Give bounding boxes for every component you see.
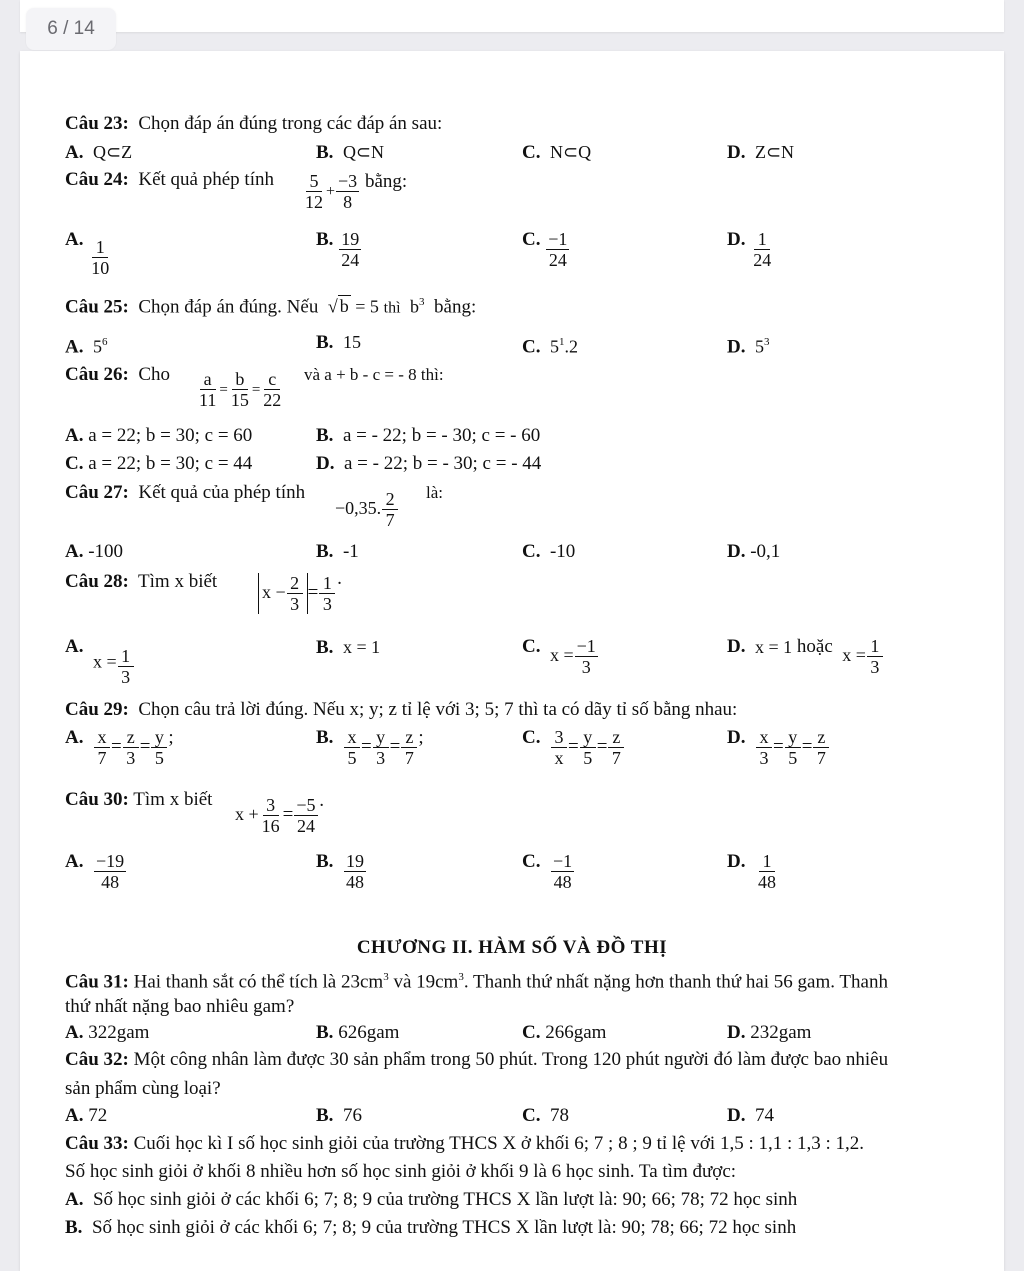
question-text: Kết quả của phép tính	[138, 482, 306, 503]
math-text: 24	[548, 250, 567, 270]
math-text: = 5	[355, 296, 379, 317]
math-text: 3	[322, 594, 332, 614]
math-text: 3	[759, 748, 769, 768]
math-text: Hai thanh sắt có thể tích là 23cm	[133, 971, 384, 993]
question-text: Chọn đáp án đúng. Nếu	[138, 296, 319, 318]
option-key: A.	[65, 1105, 84, 1126]
math-text: hoặc	[796, 636, 833, 657]
option-key: B.	[316, 1105, 334, 1126]
option-key: C.	[522, 229, 541, 250]
math-text: 232gam	[750, 1022, 812, 1043]
option-key: B.	[65, 1217, 83, 1238]
math-text: x +	[235, 803, 259, 824]
option-b[interactable]	[316, 141, 384, 164]
option-key: D.	[727, 1105, 746, 1126]
math-text: y	[373, 727, 389, 748]
question-25	[65, 291, 476, 319]
option-key: B.	[316, 229, 334, 250]
math-text: 12	[305, 192, 323, 212]
math-text: 1	[867, 636, 883, 657]
option-key: D.	[727, 851, 746, 872]
math-text: 15	[230, 390, 249, 410]
math-text: 48	[101, 872, 120, 892]
question-text: Chọn đáp án đúng trong các đáp án sau:	[138, 113, 443, 134]
math-text: −1	[548, 229, 568, 249]
math-text: z	[123, 727, 139, 748]
option-a[interactable]	[65, 636, 135, 687]
option-value: Q⊂N	[342, 142, 385, 162]
fraction	[813, 727, 829, 768]
math-text: 3	[121, 667, 131, 687]
option-value: Z⊂N	[754, 142, 795, 162]
option-key: A.	[65, 541, 84, 562]
question-label: Câu 33:	[65, 1133, 129, 1154]
fraction	[756, 727, 772, 768]
option-d[interactable]	[727, 851, 779, 892]
question-suffix: bằng:	[364, 171, 408, 192]
question-text: Tìm x biết	[133, 789, 213, 810]
question-label: Câu 25:	[65, 296, 129, 318]
option-a[interactable]	[65, 331, 107, 358]
option-d[interactable]	[727, 229, 774, 270]
option-c[interactable]	[522, 1022, 606, 1044]
option-a[interactable]	[65, 229, 112, 278]
option-c[interactable]	[522, 1105, 569, 1127]
math-text: 24	[296, 816, 315, 836]
option-key: C.	[522, 1105, 541, 1126]
fraction	[294, 795, 317, 836]
option-key: B.	[316, 332, 334, 353]
math-text: −19	[95, 851, 125, 871]
question-33-line2: Số học sinh giỏi ở khối 8 nhiều hơn số học sinh giỏi ở khối 9 là 6 học sinh. Ta tìm được:	[65, 1161, 737, 1182]
fraction	[197, 369, 218, 410]
math-text: x = 1	[754, 637, 793, 657]
question-suffix: là:	[426, 483, 443, 502]
math-text: 1	[118, 646, 134, 667]
option-c[interactable]: C. $\frac{3}{x}$ = $\frac{y}{5}$ = $\frac{z}{7}$	[522, 727, 625, 768]
math-text: Một công nhân làm được 30 sản phẩm trong 50 phút. Trong 120 phút người đó làm được bao nhiêu	[133, 1049, 889, 1070]
option-key: B.	[316, 1022, 334, 1043]
question-label: Câu 24:	[65, 169, 129, 190]
math-text: 6	[101, 336, 108, 348]
option-key: B.	[316, 425, 334, 446]
question-32-line2: sản phẩm cùng loại?	[65, 1078, 221, 1099]
option-d[interactable]	[727, 636, 884, 677]
math-text: 48	[757, 872, 776, 892]
math-text: 5	[92, 336, 102, 357]
math-text: x	[94, 727, 110, 748]
math-text: −5	[296, 795, 316, 815]
option-key: B.	[316, 541, 334, 562]
option-b[interactable]	[316, 1022, 399, 1044]
page-indicator: 6 / 14	[26, 8, 116, 50]
math-text: 7	[404, 748, 414, 768]
math-text: 5	[154, 748, 164, 768]
question-label: Câu 31:	[65, 971, 129, 993]
question-label: Câu 28:	[65, 571, 129, 592]
math-text: −1	[552, 851, 573, 871]
math-text: 10	[91, 258, 110, 278]
math-text: =	[307, 581, 319, 603]
q30-expression	[235, 795, 325, 836]
option-b[interactable]	[316, 636, 380, 659]
option-key: D.	[727, 142, 746, 163]
math-text: 7	[816, 748, 826, 768]
option-key: C.	[522, 336, 541, 358]
option-key: A.	[65, 336, 84, 358]
math-text: 74	[754, 1105, 774, 1126]
math-text: a	[200, 369, 216, 390]
math-text: 11	[199, 390, 217, 410]
option-c[interactable]	[522, 636, 599, 677]
math-text: 72	[88, 1105, 108, 1126]
option-a[interactable]	[65, 1105, 107, 1127]
math-text: x	[344, 727, 360, 748]
question-label: Câu 29:	[65, 699, 129, 720]
option-key: D.	[316, 453, 335, 474]
option-d[interactable]: D. $\frac{x}{3}$ = $\frac{y}{5}$ = $\frac{z}{7}$	[727, 727, 830, 768]
previous-page-edge	[20, 0, 1004, 32]
fraction	[580, 727, 596, 768]
fraction	[546, 229, 569, 270]
option-b[interactable]	[316, 229, 362, 270]
option-a[interactable]	[65, 1022, 149, 1044]
question-23	[65, 113, 442, 135]
math-text: 5	[754, 336, 764, 357]
math-text: 3	[383, 971, 389, 983]
fraction	[123, 727, 139, 768]
math-text: 3	[551, 727, 567, 748]
option-c[interactable]	[65, 453, 252, 475]
option-key: B.	[316, 142, 334, 163]
q28-expression	[258, 573, 343, 614]
math-text: ;	[168, 727, 174, 748]
option-key: C.	[65, 453, 84, 474]
question-label: Câu 32:	[65, 1049, 129, 1070]
option-c[interactable]	[522, 141, 591, 164]
question-33	[65, 1133, 864, 1155]
fraction	[319, 573, 335, 614]
math-text: 15	[342, 332, 361, 352]
question-31-line2: thứ nhất nặng bao nhiêu gam?	[65, 996, 295, 1017]
math-text: 2	[287, 573, 303, 594]
option-b[interactable]: B. $\frac{x}{5}$ = $\frac{y}{3}$ = $\frac{z}{7}$ ;	[316, 727, 424, 768]
math-text: 3	[290, 594, 300, 614]
option-key: D.	[727, 727, 746, 748]
math-text: 266gam	[545, 1022, 607, 1043]
option-key: A.	[65, 229, 84, 250]
math-text: 24	[341, 250, 360, 270]
option-b[interactable]	[316, 851, 367, 892]
math-text: -1	[342, 541, 359, 562]
math-text: 1	[754, 229, 770, 250]
question-24	[65, 169, 274, 191]
option-key: A.	[65, 851, 84, 872]
math-text: 19	[341, 229, 360, 249]
option-c[interactable]	[522, 331, 578, 358]
fraction	[336, 171, 359, 212]
math-text: 24	[753, 250, 772, 270]
math-text: 5	[788, 748, 798, 768]
option-a[interactable]	[65, 141, 132, 164]
option-d[interactable]	[316, 453, 541, 475]
math-text: y	[151, 727, 167, 748]
math-text: z	[401, 727, 417, 748]
math-text: a = - 22; b = - 30; c = - 60	[342, 425, 541, 446]
option-d[interactable]	[727, 141, 794, 164]
option-a[interactable]	[65, 851, 127, 892]
math-text: 1	[759, 851, 775, 872]
math-text: 3	[763, 336, 770, 348]
fraction	[287, 573, 303, 614]
question-suffix: và a + b - c = - 8 thì:	[304, 365, 444, 384]
question-text: Tìm x biết	[138, 571, 218, 592]
math-text: 1	[558, 336, 565, 348]
question-28	[65, 571, 217, 593]
option-key: C.	[522, 142, 541, 163]
question-31	[65, 966, 888, 993]
option-key: C.	[522, 636, 541, 657]
fraction	[339, 229, 361, 270]
math-text: x =	[92, 651, 117, 672]
math-text: Số học sinh giỏi ở các khối 6; 7; 8; 9 của trường THCS X lần lượt là: 90; 66; 78; 72 học sinh	[92, 1189, 798, 1210]
math-text: a = 22; b = 30; c = 60	[88, 425, 253, 446]
option-c[interactable]	[522, 541, 575, 563]
math-text: a = - 22; b = - 30; c = - 44	[343, 453, 542, 474]
math-text: Cuối học kì I số học sinh giỏi của trường THCS X ở khối 6; 7 ; 8 ; 9 tỉ lệ với 1,5 : 1,1 : 1,3 : 1,2.	[133, 1133, 865, 1154]
math-text: 322gam	[88, 1022, 150, 1043]
question-text: Cho	[138, 364, 171, 385]
question-label: Câu 30:	[65, 789, 129, 810]
math-text: bằng:	[434, 296, 477, 318]
option-value: N⊂Q	[549, 142, 592, 162]
math-text: ·	[318, 795, 325, 816]
option-key: C.	[522, 727, 541, 748]
fraction	[344, 727, 360, 768]
math-text: 3	[458, 971, 464, 983]
math-text: -100	[88, 541, 124, 562]
math-text: ;	[418, 727, 424, 748]
fraction	[229, 369, 251, 410]
q27-expression	[335, 489, 399, 530]
math-text: z	[813, 727, 829, 748]
chapter-heading: CHƯƠNG II. HÀM SỐ VÀ ĐỒ THỊ	[356, 937, 668, 958]
option-b[interactable]	[65, 1217, 796, 1239]
fraction	[382, 489, 398, 530]
fraction	[401, 727, 417, 768]
fraction	[151, 727, 167, 768]
math-text: 8	[343, 192, 353, 212]
question-27	[65, 482, 305, 504]
math-text: =	[251, 381, 261, 398]
math-text: 3	[376, 748, 386, 768]
fraction	[89, 237, 111, 278]
math-text: −3	[338, 171, 358, 191]
q24-expression	[302, 171, 407, 212]
option-a[interactable]	[65, 541, 123, 563]
math-text: 22	[263, 390, 282, 410]
math-text: 3	[126, 748, 136, 768]
math-text: b	[410, 296, 420, 317]
math-text: 7	[97, 748, 107, 768]
math-text: 16	[261, 816, 280, 836]
math-text: 5	[549, 336, 559, 357]
math-text: x =	[549, 644, 574, 665]
question-26	[65, 364, 170, 386]
math-text: c	[264, 369, 280, 390]
math-text: 5	[347, 748, 357, 768]
math-text: 3	[419, 296, 425, 308]
fraction	[785, 727, 801, 768]
fraction	[756, 851, 778, 892]
option-value: Q⊂Z	[92, 142, 133, 162]
fraction	[867, 636, 883, 677]
option-key: A.	[65, 142, 84, 163]
math-text: 3	[581, 657, 591, 677]
math-text: 1	[92, 237, 108, 258]
fraction	[575, 636, 598, 677]
math-text: 5	[306, 171, 322, 192]
option-b[interactable]	[316, 425, 540, 447]
question-32	[65, 1049, 888, 1071]
math-text: y	[580, 727, 596, 748]
math-text: x = 1	[342, 637, 381, 657]
math-text: -10	[549, 541, 576, 562]
math-text: 1	[319, 573, 335, 594]
option-key: C.	[522, 541, 541, 562]
option-d[interactable]	[727, 541, 780, 563]
option-key: A.	[65, 727, 84, 748]
option-key: B.	[316, 727, 334, 748]
question-text: Kết quả phép tính	[138, 169, 274, 190]
fraction	[94, 727, 110, 768]
math-text: =	[219, 381, 228, 398]
math-text: 3	[870, 657, 880, 677]
math-text: và 19cm	[388, 971, 459, 993]
math-text: −0,35.	[335, 497, 382, 518]
math-text: 48	[345, 872, 364, 892]
option-b[interactable]	[316, 541, 359, 563]
option-c[interactable]	[522, 851, 575, 892]
math-text: -0,1	[750, 541, 781, 562]
question-label: Câu 27:	[65, 482, 129, 503]
option-key: D.	[727, 229, 746, 250]
fraction	[261, 369, 283, 410]
option-b[interactable]	[316, 1105, 362, 1127]
question-text: Chọn câu trả lời đúng. Nếu x; y; z tỉ lệ với 3; 5; 7 thì ta có dãy tỉ số bằng nhau:	[138, 699, 738, 720]
fraction	[751, 229, 773, 270]
option-a[interactable]	[65, 1189, 797, 1211]
option-c[interactable]	[522, 229, 570, 270]
fraction	[344, 851, 366, 892]
math-text: x −	[262, 581, 286, 602]
question-label: Câu 23:	[65, 113, 129, 134]
math-text: =	[282, 803, 294, 825]
option-a[interactable]: A. $\frac{x}{7}$ = $\frac{z}{3}$ = $\frac{y}{5}$ ;	[65, 727, 174, 768]
math-text: Số học sinh giỏi ở các khối 6; 7; 8; 9 của trường THCS X lần lượt là: 90; 78; 66; 72 học sinh	[91, 1217, 797, 1238]
option-key: D.	[727, 541, 746, 562]
option-key: A.	[65, 425, 84, 446]
sqrt-expression: √ b = 5	[327, 296, 379, 317]
math-text: 3	[263, 795, 279, 816]
math-text: 7	[385, 510, 395, 530]
option-d[interactable]	[727, 331, 769, 358]
math-text: . Thanh thứ nhất nặng hơn thanh thứ hai 56 gam. Thanh	[463, 971, 888, 993]
math-text: x	[554, 748, 564, 768]
option-key: A.	[65, 1189, 84, 1210]
fraction	[551, 851, 574, 892]
math-text: 5	[583, 748, 593, 768]
option-key: B.	[316, 851, 334, 872]
option-a[interactable]	[65, 425, 252, 447]
math-text: x	[756, 727, 772, 748]
math-text: z	[608, 727, 624, 748]
math-text: a = 22; b = 30; c = 44	[88, 453, 253, 474]
fraction	[303, 171, 325, 212]
question-29	[65, 699, 737, 721]
fraction	[608, 727, 624, 768]
math-text: −1	[576, 636, 596, 656]
fraction	[373, 727, 389, 768]
fraction	[260, 795, 282, 836]
math-text: 48	[553, 872, 572, 892]
fraction	[94, 851, 126, 892]
math-text: y	[785, 727, 801, 748]
question-30	[65, 789, 212, 811]
option-d[interactable]	[727, 1022, 811, 1044]
math-text: 2	[382, 489, 398, 510]
option-key: C.	[522, 851, 541, 872]
math-text: 76	[342, 1105, 362, 1126]
option-key: D.	[727, 636, 746, 657]
math-text: x =	[842, 644, 866, 665]
option-key: A.	[65, 1022, 84, 1043]
option-key: D.	[727, 1022, 746, 1043]
option-d[interactable]	[727, 1105, 774, 1127]
q26-expression	[196, 369, 284, 410]
option-key: D.	[727, 336, 746, 358]
document-page	[20, 51, 1004, 1271]
fraction	[551, 727, 567, 768]
math-text: .2	[564, 336, 578, 357]
math-text: b	[232, 369, 248, 390]
question-label: Câu 26:	[65, 364, 129, 385]
math-text: b	[339, 296, 349, 317]
fraction	[118, 646, 134, 687]
option-key: B.	[316, 637, 334, 658]
option-b[interactable]	[316, 331, 361, 354]
math-text: 78	[549, 1105, 569, 1126]
math-text: ·	[336, 573, 343, 594]
math-text: thì	[383, 299, 401, 317]
option-key: C.	[522, 1022, 541, 1043]
math-text: 626gam	[338, 1022, 400, 1043]
math-text: 19	[345, 851, 364, 871]
math-text: +	[326, 182, 336, 200]
option-key: A.	[65, 636, 84, 657]
math-text: 7	[611, 748, 621, 768]
